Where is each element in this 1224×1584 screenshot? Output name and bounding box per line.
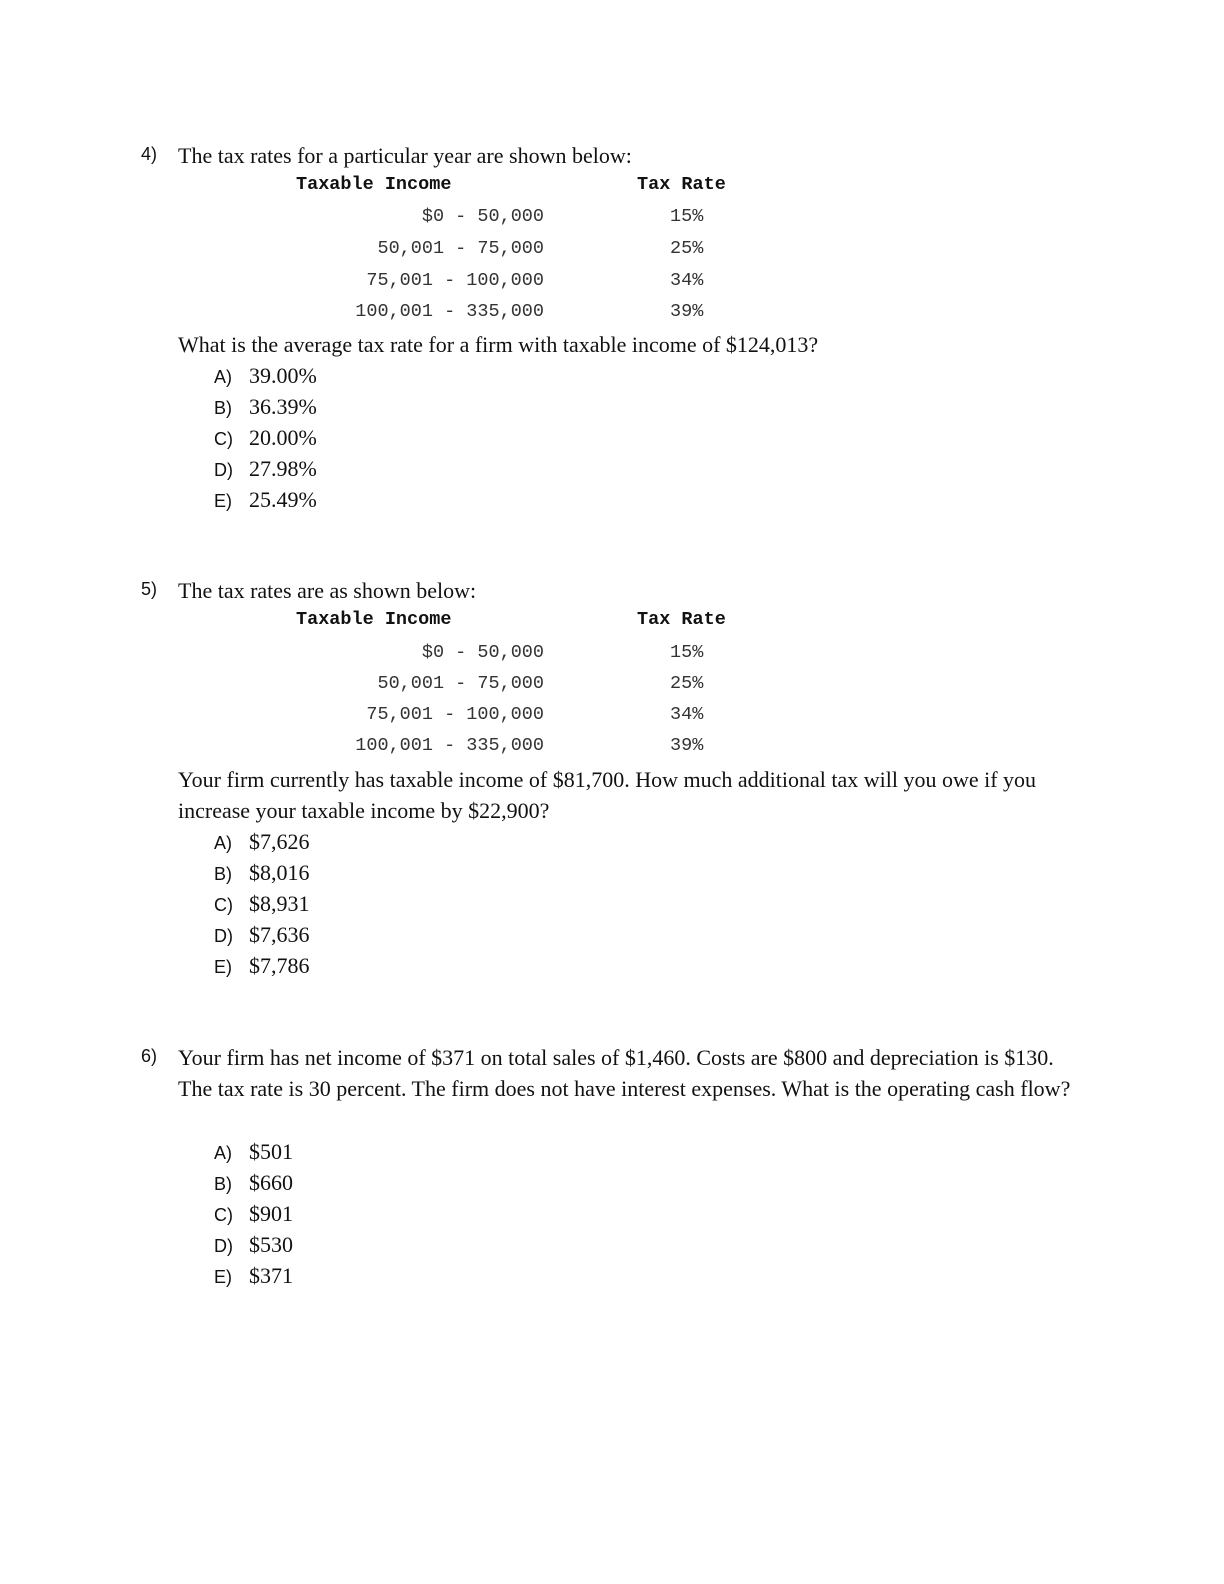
option-letter: C) xyxy=(214,1205,233,1225)
tax-rate: 34% xyxy=(670,704,704,725)
option-letter: B) xyxy=(214,864,232,884)
answer-option-a xyxy=(214,826,310,857)
income-range: $0 - 50,000 xyxy=(421,206,544,227)
income-range: 100,001 - 335,000 xyxy=(355,735,544,756)
tax-rate: 25% xyxy=(670,238,704,259)
option-text: $901 xyxy=(249,1201,293,1226)
tax-rate: 39% xyxy=(670,735,704,756)
question-number: 4) xyxy=(141,144,158,164)
option-text: 25.49% xyxy=(249,487,317,512)
option-letter: C) xyxy=(214,895,233,915)
answer-option-a xyxy=(214,360,317,391)
option-text: $660 xyxy=(249,1170,293,1195)
question-number: 5) xyxy=(141,579,158,599)
income-range: 75,001 - 100,000 xyxy=(366,270,544,291)
answer-option-d xyxy=(214,1229,293,1260)
option-text: 20.00% xyxy=(249,425,317,450)
answer-option-e xyxy=(214,1260,293,1291)
table-row xyxy=(0,270,1224,301)
table-row xyxy=(0,735,1224,766)
option-letter: B) xyxy=(214,1174,232,1194)
option-letter: A) xyxy=(214,367,232,387)
income-range: 50,001 - 75,000 xyxy=(377,238,544,259)
table-row xyxy=(0,704,1224,735)
question-prompt: Your firm has net income of $371 on total sales of $1,460. Costs are $800 and depreciation is $130. The tax rate is 30 percent. The firm does not have interest expenses. What is the operating cash flow? xyxy=(178,1045,1071,1101)
answer-option-b xyxy=(214,1167,293,1198)
option-text: 39.00% xyxy=(249,363,317,388)
table-row xyxy=(0,673,1224,704)
answer-option-c xyxy=(214,1198,293,1229)
tax-rate: 39% xyxy=(670,301,704,322)
option-letter: E) xyxy=(214,957,232,977)
question-prompt: The tax rates are as shown below: xyxy=(178,578,477,603)
tax-rate: 25% xyxy=(670,673,704,694)
answer-option-a xyxy=(214,1136,293,1167)
answer-options xyxy=(214,360,317,515)
table-header-taxable-income: Taxable Income xyxy=(296,609,452,630)
answer-option-d xyxy=(214,919,310,950)
option-text: 27.98% xyxy=(249,456,317,481)
option-text: $530 xyxy=(249,1232,293,1257)
option-text: $7,786 xyxy=(249,953,310,978)
option-letter: E) xyxy=(214,1267,232,1287)
tax-rate: 34% xyxy=(670,270,704,291)
table-row xyxy=(0,206,1224,237)
income-range: 100,001 - 335,000 xyxy=(355,301,544,322)
option-letter: A) xyxy=(214,1143,232,1163)
answer-option-b xyxy=(214,391,317,422)
option-letter: E) xyxy=(214,491,232,511)
answer-option-c xyxy=(214,422,317,453)
income-range: 75,001 - 100,000 xyxy=(366,704,544,725)
question-followup: Your firm currently has taxable income of $81,700. How much additional tax will you owe if you increase your taxable income by $22,900? xyxy=(178,767,1037,823)
tax-rate: 15% xyxy=(670,206,704,227)
answer-option-d xyxy=(214,453,317,484)
table-header-tax-rate: Tax Rate xyxy=(637,174,726,195)
table-row xyxy=(0,301,1224,332)
table-row xyxy=(0,642,1224,673)
answer-option-e xyxy=(214,484,317,515)
option-text: 36.39% xyxy=(249,394,317,419)
table-row xyxy=(0,238,1224,269)
table-header-tax-rate: Tax Rate xyxy=(637,609,726,630)
income-range: 50,001 - 75,000 xyxy=(377,673,544,694)
option-text: $501 xyxy=(249,1139,293,1164)
answer-option-c xyxy=(214,888,310,919)
option-letter: A) xyxy=(214,833,232,853)
answer-options xyxy=(214,1136,293,1291)
answer-option-e xyxy=(214,950,310,981)
answer-option-b xyxy=(214,857,310,888)
option-letter: D) xyxy=(214,926,233,946)
answer-options xyxy=(214,826,310,981)
option-text: $371 xyxy=(249,1263,293,1288)
question-followup: What is the average tax rate for a firm with taxable income of $124,013? xyxy=(178,332,819,357)
option-letter: C) xyxy=(214,429,233,449)
question-prompt: The tax rates for a particular year are shown below: xyxy=(178,143,632,168)
table-header-taxable-income: Taxable Income xyxy=(296,174,452,195)
question-number: 6) xyxy=(141,1046,158,1066)
option-letter: D) xyxy=(214,1236,233,1256)
option-letter: B) xyxy=(214,398,232,418)
option-text: $8,931 xyxy=(249,891,310,916)
option-text: $7,636 xyxy=(249,922,310,947)
option-text: $8,016 xyxy=(249,860,310,885)
option-text: $7,626 xyxy=(249,829,310,854)
income-range: $0 - 50,000 xyxy=(421,642,544,663)
tax-rate: 15% xyxy=(670,642,704,663)
option-letter: D) xyxy=(214,460,233,480)
